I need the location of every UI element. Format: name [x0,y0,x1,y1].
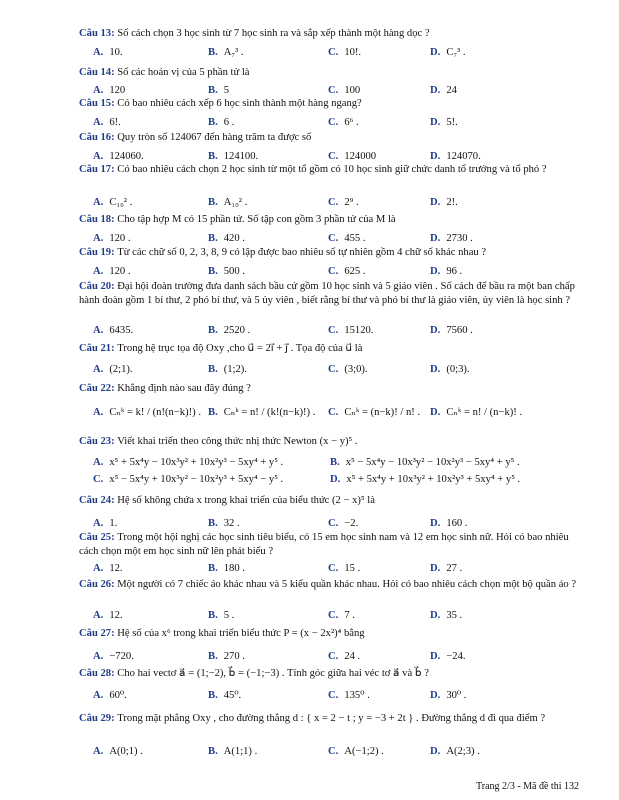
answer-text: 124060. [109,151,144,162]
answer-option-a [93,406,201,419]
question-number: Câu 21: [79,343,118,354]
answer-letter: C. [328,85,339,96]
answer-text: 6!. [109,117,121,128]
question-25 [79,531,579,558]
answer-text: 12. [109,563,123,574]
answer-option-c [328,745,384,758]
answer-text: 455 . [344,233,366,244]
answer-text: A₇³ . [223,47,244,58]
answer-option-c [328,232,366,245]
question-text: Quy tròn số 124067 đến hàng trăm ta được số [117,132,312,143]
answer-option-c [328,150,376,163]
answer-option-a [93,46,123,59]
answer-option-c [328,196,359,209]
answer-text: A₁₀² . [223,197,248,208]
answer-option-d [430,406,522,419]
answer-option-d [430,84,457,97]
answer-text: x⁵ − 5x⁴y + 10x³y² − 10x²y³ + 5xy⁴ − y⁵ . [109,474,284,485]
answer-option-c [328,689,370,702]
answer-text: 180 . [223,563,245,574]
answer-text: 12. [109,610,123,621]
answer-text: x⁵ + 5x⁴y − 10x³y² + 10x²y³ − 5xy⁴ + y⁵ . [109,457,284,468]
answer-option-b [208,324,250,337]
answer-text: 60⁰. [109,690,127,701]
answer-option-b [208,232,245,245]
question-26 [79,578,579,592]
answer-letter: C. [328,746,339,757]
answer-option-d [430,116,458,129]
answer-letter: C. [328,518,339,529]
answer-text: 270 . [223,651,245,662]
answer-text: 1. [109,518,118,529]
question-number: Câu 27: [79,628,118,639]
question-number: Câu 18: [79,214,118,225]
answer-letter: A. [93,407,104,418]
answer-text: 27 . [446,563,463,574]
answer-letter: C. [328,610,339,621]
answer-option-a [93,363,133,376]
question-number: Câu 28: [79,668,118,679]
question-16 [79,131,579,145]
answer-option-b [330,456,520,469]
answer-option-d [330,473,520,486]
answer-letter: A. [93,610,104,621]
answer-text: x⁵ + 5x⁴y + 10x³y² + 10x²y³ + 5xy⁴ + y⁵ . [346,474,521,485]
answer-letter: C. [328,197,339,208]
answer-option-c [93,473,283,486]
answer-letter: B. [208,651,218,662]
answer-text: 420 . [223,233,245,244]
answer-text: 2!. [446,197,458,208]
answer-text: C₇³ . [446,47,466,58]
answer-letter: C. [328,151,339,162]
question-17 [79,163,579,177]
answer-option-c [328,562,360,575]
answer-letter: D. [430,233,441,244]
answer-option-d [430,650,466,663]
answer-letter: D. [430,47,441,58]
answer-letter: C. [328,117,339,128]
answer-option-d [430,517,468,530]
answer-option-b [208,689,241,702]
answer-text: 45⁰. [223,690,242,701]
question-number: Câu 24: [79,495,118,506]
answer-text: 24 . [344,651,361,662]
answer-text: 120 [109,85,126,96]
question-text: Hệ số của x⁶ trong khai triển biểu thức P = (x − 2x²)⁴ bằng [117,628,365,639]
answer-letter: A. [93,364,104,375]
answer-letter: B. [208,746,218,757]
answer-option-c [328,265,366,278]
answer-option-c [328,363,368,376]
answer-text: Cₙᵏ = n! / (n−k)! . [446,407,523,418]
answer-text: 5 [223,85,230,96]
answer-letter: B. [208,47,218,58]
answer-option-c [328,650,360,663]
question-text: Từ các chữ số 0, 2, 3, 8, 9 có lập được bao nhiêu số tự nhiên gồm 4 chữ số khác nhau ? [117,247,487,258]
answer-letter: A. [93,47,104,58]
answer-option-a [93,456,283,469]
answer-letter: A. [93,233,104,244]
answer-letter: B. [208,364,218,375]
answer-letter: B. [208,563,218,574]
answer-option-a [93,517,117,530]
answer-letter: C. [328,690,339,701]
answer-letter: D. [430,651,441,662]
answer-letter: C. [328,364,339,375]
answer-text: 2730 . [446,233,473,244]
answer-text: 6435. [109,325,134,336]
answer-option-b [208,46,244,59]
question-29 [79,712,579,726]
answer-option-a [93,232,131,245]
answer-option-b [208,265,245,278]
answer-text: 625 . [344,266,366,277]
answer-letter: A. [93,151,104,162]
answer-text: 10. [109,47,123,58]
answer-text: −24. [446,651,466,662]
answer-text: −2. [344,518,359,529]
answer-text: A(1;1) . [223,746,258,757]
answer-text: 135⁰ . [344,690,370,701]
answer-option-b [208,363,247,376]
answer-text: A(0;1) . [109,746,143,757]
answer-text: 120 . [109,233,131,244]
question-text: Số cách chọn 3 học sinh từ 7 học sinh ra và sắp xếp thành một hàng dọc ? [117,28,430,39]
question-number: Câu 17: [79,164,118,175]
question-14 [79,66,579,80]
answer-text: A(2;3) . [446,746,480,757]
question-text: Trong mặt phẳng Oxy , cho đường thẳng d : { x = 2 − t ; y = −3 + 2t } . Đường thẳng d đi qua điểm ? [117,713,546,724]
answer-option-c [328,517,358,530]
answer-text: 96 . [446,266,463,277]
answer-option-b [208,406,315,419]
question-text: Trong hệ trục tọa độ Oxy ,cho u⃗ = 2i⃗ + j⃗ . Tọa độ của u⃗ là [117,343,363,354]
answer-option-d [430,324,473,337]
question-text: Viết khai triển theo công thức nhị thức Newton (x − y)⁵ . [117,436,358,447]
question-text: Có bao nhiêu cách chọn 2 học sinh từ một tổ gồm có 10 học sinh giữ chức danh tổ trưởng và tổ phó ? [117,164,547,175]
question-23 [79,435,579,449]
answer-option-b [208,196,247,209]
answer-letter: D. [330,474,341,485]
question-text: Một người có 7 chiếc áo khác nhau và 5 kiểu quần khác nhau. Hỏi có bao nhiêu cách chọn một bộ quần áo ? [117,579,577,590]
answer-option-c [328,46,361,59]
answer-text: 7 . [344,610,355,621]
answer-letter: A. [93,457,104,468]
answer-option-d [430,196,458,209]
question-22 [79,382,579,396]
answer-letter: D. [430,266,441,277]
answer-text: 32 . [223,518,240,529]
question-18 [79,213,579,227]
answer-option-a [93,196,132,209]
question-27 [79,627,579,641]
answer-text: x⁵ − 5x⁴y − 10x³y² − 10x²y³ − 5xy⁴ + y⁵ . [345,457,520,468]
answer-letter: C. [328,651,339,662]
answer-letter: C. [328,563,339,574]
answer-text: 2520 . [223,325,251,336]
answer-option-d [430,363,470,376]
answer-option-a [93,609,123,622]
answer-letter: B. [208,407,218,418]
answer-option-c [328,116,359,129]
answer-letter: D. [430,563,441,574]
answer-letter: D. [430,85,441,96]
answer-letter: D. [430,151,441,162]
answer-letter: C. [328,407,339,418]
answer-letter: B. [208,85,218,96]
answer-letter: D. [430,690,441,701]
answer-text: 500 . [223,266,245,277]
answer-text: Cₙᵏ = n! / (k!(n−k)!) . [223,407,316,418]
answer-text: 124100. [223,151,259,162]
question-text: Hệ số không chứa x trong khai triển của biểu thức (2 − x)⁵ là [117,495,375,506]
answer-option-d [430,745,480,758]
question-text: Khẳng định nào sau đây đúng ? [117,383,251,394]
question-number: Câu 13: [79,28,118,39]
answer-text: 120 . [109,266,131,277]
answer-letter: B. [208,610,218,621]
answer-option-b [208,609,234,622]
question-text: Đại hội đoàn trường đưa danh sách bầu cử gồm 10 học sinh và 5 giáo viên . Số cách để bầu ra một ban chấp hành đoàn gồm 1 bí thư, 2 phó bí thư, và 5 ủy viên , biết rằng bí thư và phó bí thư là giáo viên, ủy viên là học sinh ? [79,281,575,306]
answer-option-c [328,324,373,337]
answer-text: 24 [446,85,457,96]
answer-option-a [93,324,133,337]
answer-letter: D. [430,364,441,375]
answer-option-a [93,150,144,163]
question-number: Câu 22: [79,383,118,394]
question-number: Câu 15: [79,98,118,109]
answer-option-a [93,689,127,702]
answer-option-d [430,46,466,59]
question-21 [79,342,579,356]
answer-letter: D. [430,746,441,757]
answer-option-b [208,517,240,530]
answer-text: 15 . [344,563,361,574]
answer-option-d [430,265,462,278]
answer-text: 35 . [446,610,463,621]
answer-option-a [93,116,121,129]
answer-letter: B. [208,117,218,128]
question-number: Câu 14: [79,67,118,78]
answer-letter: D. [430,325,441,336]
answer-letter: B. [208,266,218,277]
answer-option-d [430,689,466,702]
answer-letter: A. [93,197,104,208]
answer-option-a [93,562,123,575]
question-number: Câu 25: [79,532,118,543]
answer-letter: B. [208,325,218,336]
answer-letter: B. [208,233,218,244]
answer-letter: D. [430,197,441,208]
answer-letter: B. [208,518,218,529]
question-text: Có bao nhiêu cách xếp 6 học sinh thành một hàng ngang? [117,98,362,109]
answer-option-b [208,745,257,758]
answer-text: 10!. [344,47,362,58]
page-footer: Trang 2/3 - Mã đề thi 132 [476,781,579,792]
answer-option-b [208,116,234,129]
answer-letter: A. [93,85,104,96]
answer-letter: A. [93,651,104,662]
answer-option-b [208,650,245,663]
question-text: Trong một hội nghị các học sinh tiêu biểu, có 15 em học sinh nam và 12 em học sinh nữ. Hỏi có bao nhiêu cách chọn một em học sinh nữ lên phát biểu ? [79,532,569,557]
question-number: Câu 20: [79,281,118,292]
answer-letter: D. [430,518,441,529]
answer-text: −720. [109,651,134,662]
question-19 [79,246,579,260]
answer-letter: B. [330,457,340,468]
answer-text: (1;2). [223,364,247,375]
question-number: Câu 29: [79,713,118,724]
answer-option-a [93,650,134,663]
answer-text: (3;0). [344,364,368,375]
answer-letter: D. [430,610,441,621]
answer-letter: C. [328,47,339,58]
answer-letter: C. [328,266,339,277]
answer-text: (0;3). [446,364,470,375]
answer-option-b [208,150,258,163]
question-24 [79,494,579,508]
question-text: Cho tập hợp M có 15 phần tử. Số tập con gồm 3 phần tử của M là [117,214,396,225]
answer-option-a [93,84,125,97]
answer-text: 124070. [446,151,481,162]
answer-letter: A. [93,746,104,757]
answer-text: C₁₀² . [109,197,133,208]
answer-option-b [208,84,229,97]
answer-letter: B. [208,151,218,162]
answer-text: Cₙᵏ = (n−k)! / n! . [344,407,421,418]
answer-letter: B. [208,197,218,208]
answer-text: 30⁰ . [446,690,467,701]
answer-option-d [430,562,462,575]
answer-text: 5!. [446,117,458,128]
answer-letter: C. [93,474,104,485]
answer-text: 6 . [223,117,235,128]
answer-text: 160 . [446,518,468,529]
answer-letter: A. [93,117,104,128]
answer-option-a [93,745,143,758]
answer-letter: D. [430,117,441,128]
answer-option-c [328,406,420,419]
answer-option-b [208,562,245,575]
answer-letter: D. [430,407,441,418]
answer-option-c [328,609,355,622]
answer-letter: A. [93,563,104,574]
answer-option-c [328,84,360,97]
answer-option-a [93,265,131,278]
answer-text: 5 . [223,610,235,621]
question-number: Câu 23: [79,436,118,447]
answer-text: A(−1;2) . [344,746,384,757]
answer-letter: C. [328,325,339,336]
question-28 [79,667,579,681]
question-number: Câu 19: [79,247,118,258]
answer-text: 100 [344,85,361,96]
answer-text: 6⁶ . [344,117,359,128]
answer-letter: A. [93,266,104,277]
question-text: Số các hoán vị của 5 phần tử là [117,67,250,78]
answer-letter: A. [93,325,104,336]
answer-text: 7560 . [446,325,473,336]
answer-option-d [430,609,462,622]
answer-text: Cₙᵏ = k! / (n!(n−k)!) . [109,407,201,418]
answer-letter: A. [93,518,104,529]
question-number: Câu 16: [79,132,118,143]
answer-option-d [430,232,473,245]
question-13 [79,27,579,41]
answer-text: 2⁹ . [344,197,359,208]
question-20 [79,280,579,307]
answer-letter: B. [208,690,218,701]
question-text: Cho hai vectơ a⃗ = (1;−2), b⃗ = (−1;−3) . Tính góc giữa hai véc tơ a⃗ và b⃗ ? [117,668,429,679]
answer-option-d [430,150,481,163]
answer-text: (2;1). [109,364,133,375]
answer-letter: C. [328,233,339,244]
question-number: Câu 26: [79,579,118,590]
question-15 [79,97,579,111]
answer-text: 15120. [344,325,374,336]
answer-text: 124000 [344,151,377,162]
answer-letter: A. [93,690,104,701]
